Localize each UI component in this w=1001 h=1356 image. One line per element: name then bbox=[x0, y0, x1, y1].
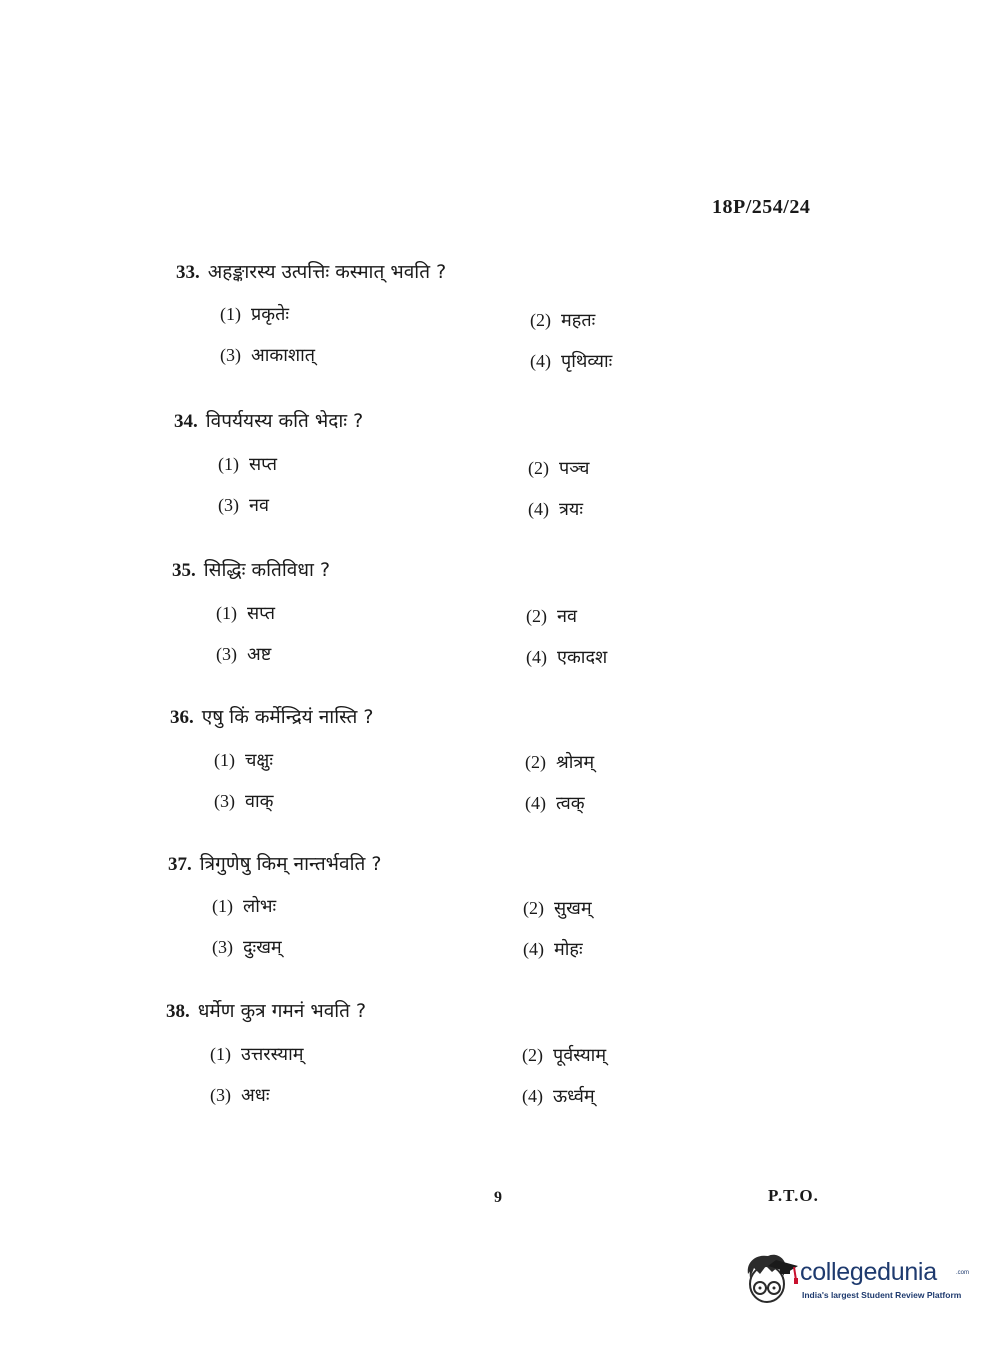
option-38-3: (3) अधः bbox=[210, 1085, 270, 1106]
question-text: सिद्धिः कतिविधा ? bbox=[203, 559, 331, 581]
question-38 bbox=[166, 997, 866, 1027]
option-34-4: (4) त्रयः bbox=[528, 499, 584, 520]
brand-tagline: India's largest Student Review Platform bbox=[802, 1290, 962, 1300]
question-text: धर्मेण कुत्र गमनं भवति ? bbox=[197, 1000, 367, 1022]
option-38-4: (4) ऊर्ध्वम् bbox=[522, 1086, 595, 1107]
mascot-icon bbox=[742, 1250, 798, 1308]
question-text: त्रिगुणेषु किम् नान्तर्भवति ? bbox=[199, 853, 382, 875]
page-number: 9 bbox=[494, 1189, 502, 1206]
option-33-1: (1) प्रकृतेः bbox=[220, 304, 289, 325]
pto-label: P.T.O. bbox=[768, 1186, 819, 1205]
option-36-4: (4) त्वक् bbox=[525, 793, 585, 814]
option-38-1: (1) उत्तरस्याम् bbox=[210, 1044, 304, 1065]
question-number: 35. bbox=[172, 560, 196, 581]
brand-name: collegedunia bbox=[800, 1258, 937, 1286]
option-33-3: (3) आकाशात् bbox=[220, 345, 316, 366]
option-36-2: (2) श्रोत्रम् bbox=[525, 752, 595, 773]
question-37 bbox=[168, 850, 868, 880]
option-35-3: (3) अष्ट bbox=[216, 644, 272, 665]
question-number: 36. bbox=[170, 707, 194, 728]
option-38-2: (2) पूर्वस्याम् bbox=[522, 1045, 607, 1066]
question-text: एषु किं कर्मेन्द्रियं नास्ति ? bbox=[201, 706, 374, 728]
option-37-4: (4) मोहः bbox=[523, 939, 583, 960]
option-35-4: (4) एकादश bbox=[526, 647, 608, 668]
option-34-3: (3) नव bbox=[218, 495, 269, 516]
question-36 bbox=[170, 703, 870, 733]
question-34 bbox=[174, 407, 874, 437]
option-34-2: (2) पञ्च bbox=[528, 458, 590, 479]
option-35-2: (2) नव bbox=[526, 606, 577, 627]
option-37-1: (1) लोभः bbox=[212, 896, 277, 917]
brand-domain: .com bbox=[956, 1270, 970, 1276]
question-33 bbox=[176, 258, 876, 288]
question-number: 33. bbox=[176, 262, 200, 283]
question-number: 37. bbox=[168, 854, 192, 875]
question-text: अहङ्कारस्य उत्पत्तिः कस्मात् भवति ? bbox=[207, 261, 447, 283]
paper-code: 18P/254/24 bbox=[712, 196, 811, 218]
option-33-4: (4) पृथिव्याः bbox=[530, 351, 613, 372]
question-text: विपर्ययस्य कति भेदाः ? bbox=[205, 410, 364, 432]
option-35-1: (1) सप्त bbox=[216, 603, 275, 624]
option-36-1: (1) चक्षुः bbox=[214, 750, 273, 771]
option-33-2: (2) महतः bbox=[530, 310, 596, 331]
option-34-1: (1) सप्त bbox=[218, 454, 277, 475]
collegedunia-logo[interactable] bbox=[742, 1250, 972, 1310]
question-35 bbox=[172, 556, 872, 586]
option-36-3: (3) वाक् bbox=[214, 791, 274, 812]
question-number: 38. bbox=[166, 1001, 190, 1022]
option-37-3: (3) दुःखम् bbox=[212, 937, 282, 958]
option-37-2: (2) सुखम् bbox=[523, 898, 592, 919]
question-number: 34. bbox=[174, 411, 198, 432]
